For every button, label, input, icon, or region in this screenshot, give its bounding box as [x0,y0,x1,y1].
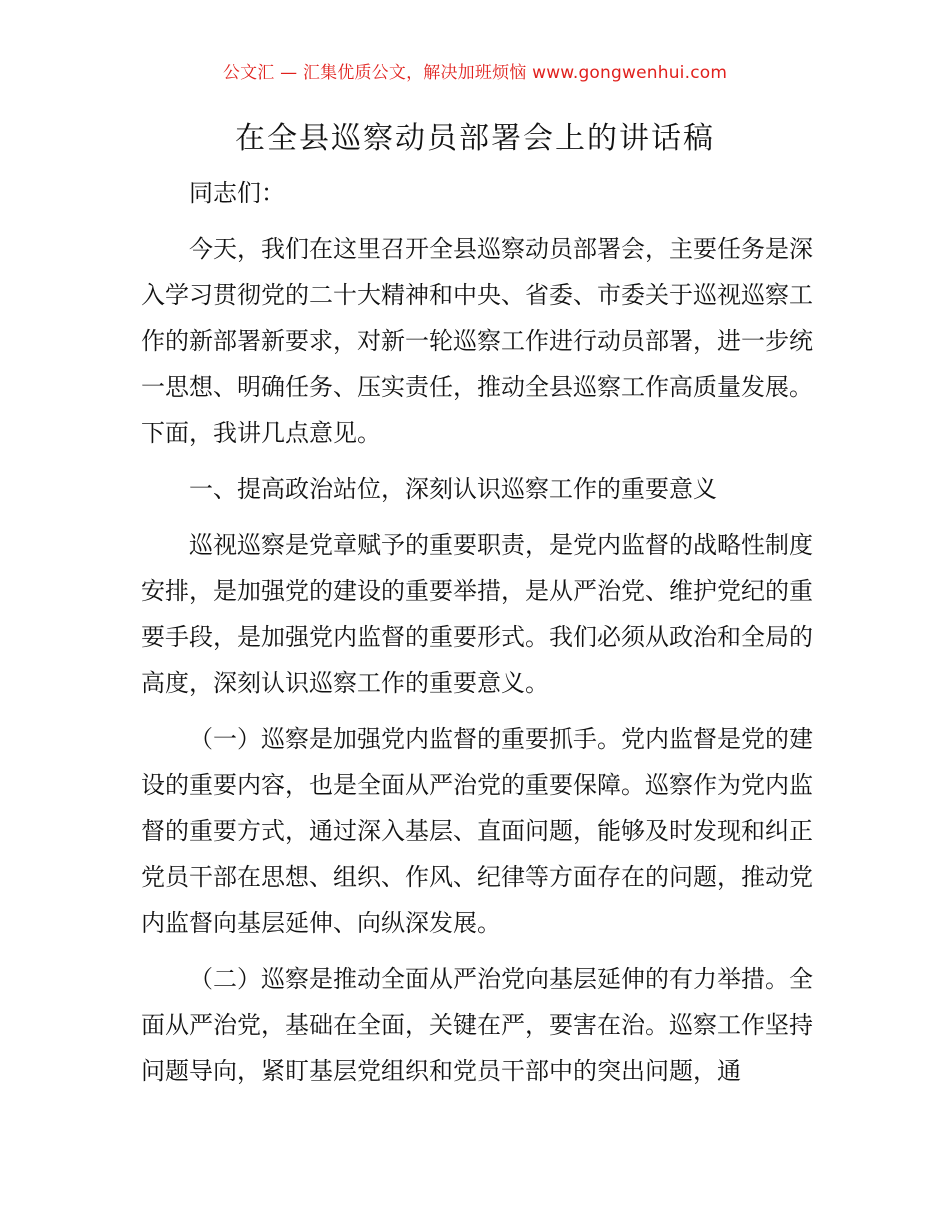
section-heading-1: 一、提高政治站位，深刻认识巡察工作的重要意义 [189,475,717,503]
paragraph-intro: 今天，我们在这里召开全县巡察动员部署会，主要任务是深入学习贯彻党的二十大精神和中央、省委、市委关于巡视巡察工作的新部署新要求，对新一轮巡察工作进行动员部署，进一步统一思想、明确任务、压实责任，推动全县巡察工作高质量发展。下面，我讲几点意见。 [141,235,813,447]
paragraph-point-1: （一）巡察是加强党内监督的重要抓手。党内监督是党的建设的重要内容，也是全面从严治党的重要保障。巡察作为党内监督的重要方式，通过深入基层、直面问题，能够及时发现和纠正党员干部在思想、组织、作风、纪律等方面存在的问题，推动党内监督向基层延伸、向纵深发展。 [141,725,813,937]
document-title: 在全县巡察动员部署会上的讲话稿 [235,121,715,156]
site-header-banner: 公文汇 — 汇集优质公文，解决加班烦恼 www.gongwenhui.com [222,63,728,83]
paragraph-section-1: 巡视巡察是党章赋予的重要职责，是党内监督的战略性制度安排，是加强党的建设的重要举措，是从严治党、维护党纪的重要手段，是加强党内监督的重要形式。我们必须从政治和全局的高度，深刻认识巡察工作的重要意义。 [141,531,813,697]
salutation: 同志们： [189,179,285,207]
paragraph-point-2: （二）巡察是推动全面从严治党向基层延伸的有力举措。全面从严治党，基础在全面，关键在严，要害在治。巡察工作坚持问题导向，紧盯基层党组织和党员干部中的突出问题，通 [141,965,813,1085]
document-body [141,170,813,1104]
